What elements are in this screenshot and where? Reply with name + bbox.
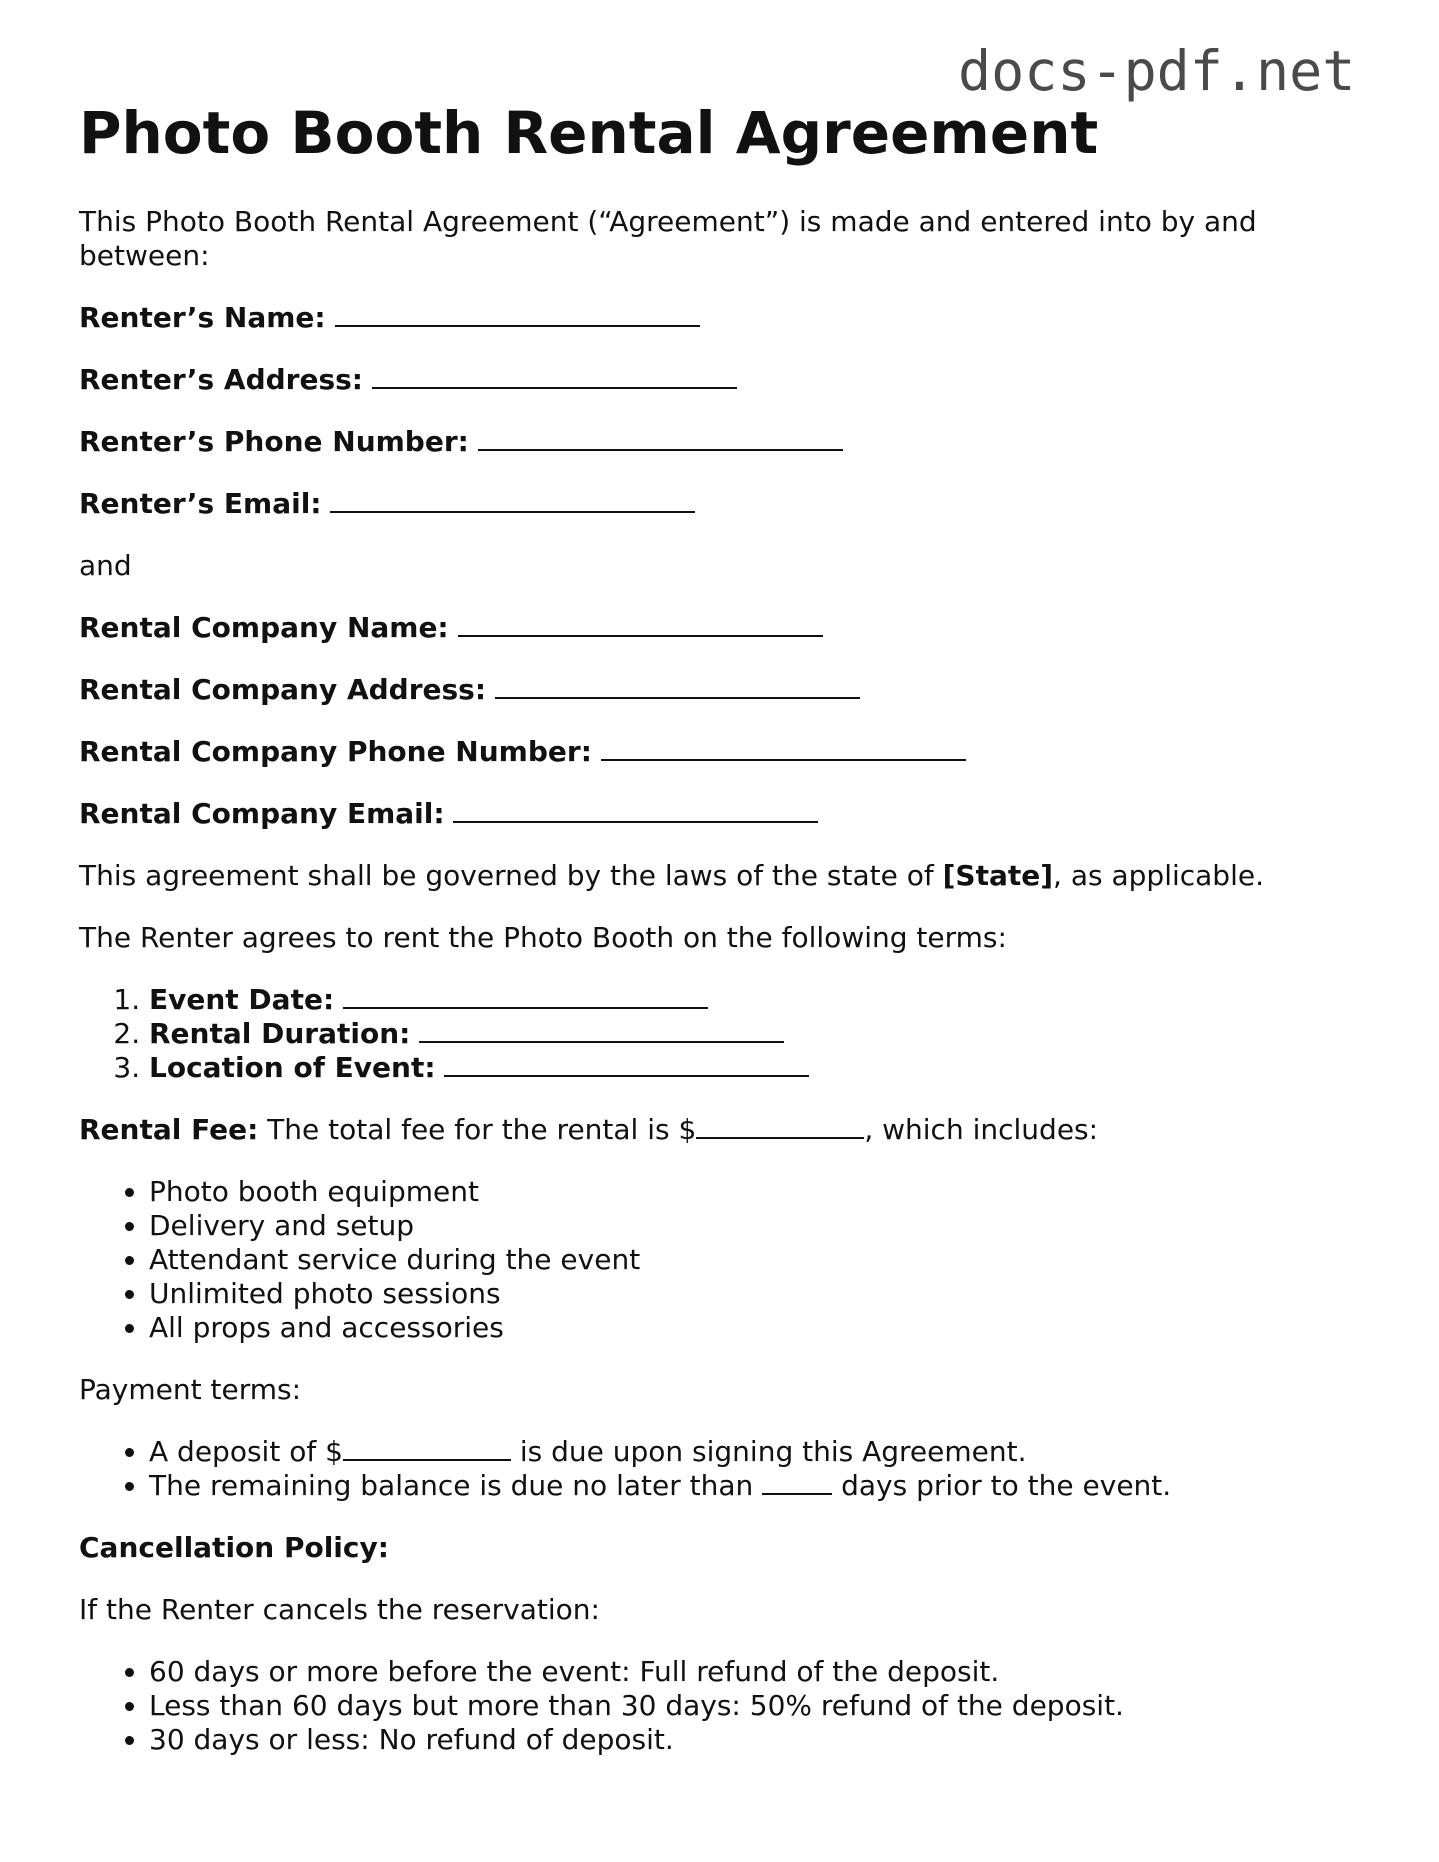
state-placeholder: [State] <box>942 859 1054 892</box>
document-title: Photo Booth Rental Agreement <box>79 99 1099 167</box>
list-item: • Photo booth equipment <box>149 1175 1289 1209</box>
document-body <box>79 205 1289 1785</box>
company-name-field <box>79 611 1289 645</box>
blank-line <box>458 611 823 637</box>
blank-line <box>335 301 700 327</box>
renter-address-field <box>79 363 1289 397</box>
payment-terms-list <box>79 1435 1289 1503</box>
deposit-text-after: is due upon signing this Agreement. <box>510 1435 1027 1468</box>
and-text: and <box>79 549 132 582</box>
blank-line <box>343 1435 511 1461</box>
balance-text-after: days prior to the event. <box>832 1469 1172 1502</box>
list-item: • 60 days or more before the event: Full refund of the deposit. <box>149 1655 1289 1689</box>
blank-line <box>444 1051 809 1077</box>
term-item <box>149 1051 1289 1085</box>
field-label: Renter’s Name: <box>79 301 326 334</box>
list-item: • 30 days or less: No refund of deposit. <box>149 1723 1289 1757</box>
field-label: Rental Company Email: <box>79 797 445 830</box>
governing-text-after: , as applicable. <box>1053 859 1264 892</box>
list-item: • Less than 60 days but more than 30 days: 50% refund of the deposit. <box>149 1689 1289 1723</box>
payment-terms-label: Payment terms: <box>79 1373 302 1406</box>
term-label: Rental Duration: <box>149 1017 411 1050</box>
field-label: Rental Company Phone Number: <box>79 735 592 768</box>
cancellation-heading <box>79 1531 1289 1565</box>
field-label: Rental Company Name: <box>79 611 449 644</box>
cancellation-list <box>79 1655 1289 1757</box>
terms-intro: The Renter agrees to rent the Photo Booth on the following terms: <box>79 921 1007 954</box>
blank-line <box>343 983 708 1009</box>
term-item <box>149 983 1289 1017</box>
blank-line <box>330 487 695 513</box>
field-label: Renter’s Email: <box>79 487 322 520</box>
blank-line <box>495 673 860 699</box>
balance-text-before: The remaining balance is due no later than <box>149 1469 763 1502</box>
intro-paragraph: This Photo Booth Rental Agreement (“Agreement”) is made and entered into by and between: <box>79 205 1257 272</box>
company-email-field <box>79 797 1289 831</box>
term-label: Event Date: <box>149 983 335 1016</box>
field-label: Renter’s Address: <box>79 363 363 396</box>
company-phone-field <box>79 735 1289 769</box>
list-item: • Unlimited photo sessions <box>149 1277 1289 1311</box>
company-address-field <box>79 673 1289 707</box>
includes-list <box>79 1175 1289 1345</box>
watermark: docs-pdf.net <box>958 39 1356 103</box>
rental-fee-label: Rental Fee: <box>79 1113 259 1146</box>
term-label: Location of Event: <box>149 1051 436 1084</box>
blank-line <box>696 1113 864 1139</box>
list-item <box>149 1435 1289 1469</box>
terms-list <box>79 983 1289 1085</box>
field-label: Rental Company Address: <box>79 673 487 706</box>
renter-name-field <box>79 301 1289 335</box>
rental-fee-paragraph <box>79 1113 1289 1147</box>
list-item: • Attendant service during the event <box>149 1243 1289 1277</box>
governing-text-before: This agreement shall be governed by the laws of the state of <box>79 859 943 892</box>
field-label: Renter’s Phone Number: <box>79 425 469 458</box>
renter-phone-field <box>79 425 1289 459</box>
blank-line <box>601 735 966 761</box>
list-item: • Delivery and setup <box>149 1209 1289 1243</box>
blank-line <box>453 797 818 823</box>
renter-email-field <box>79 487 1289 521</box>
term-item <box>149 1017 1289 1051</box>
blank-line <box>372 363 737 389</box>
governing-law-paragraph <box>79 859 1289 893</box>
rental-fee-text-before: The total fee for the rental is $ <box>258 1113 697 1146</box>
list-item: • All props and accessories <box>149 1311 1289 1345</box>
blank-line <box>478 425 843 451</box>
rental-fee-text-after: , which includes: <box>864 1113 1099 1146</box>
cancellation-heading-text: Cancellation Policy: <box>79 1531 389 1564</box>
list-item <box>149 1469 1289 1503</box>
cancellation-intro: If the Renter cancels the reservation: <box>79 1593 600 1626</box>
deposit-text-before: A deposit of $ <box>149 1435 343 1468</box>
blank-line <box>762 1469 832 1495</box>
blank-line <box>419 1017 784 1043</box>
